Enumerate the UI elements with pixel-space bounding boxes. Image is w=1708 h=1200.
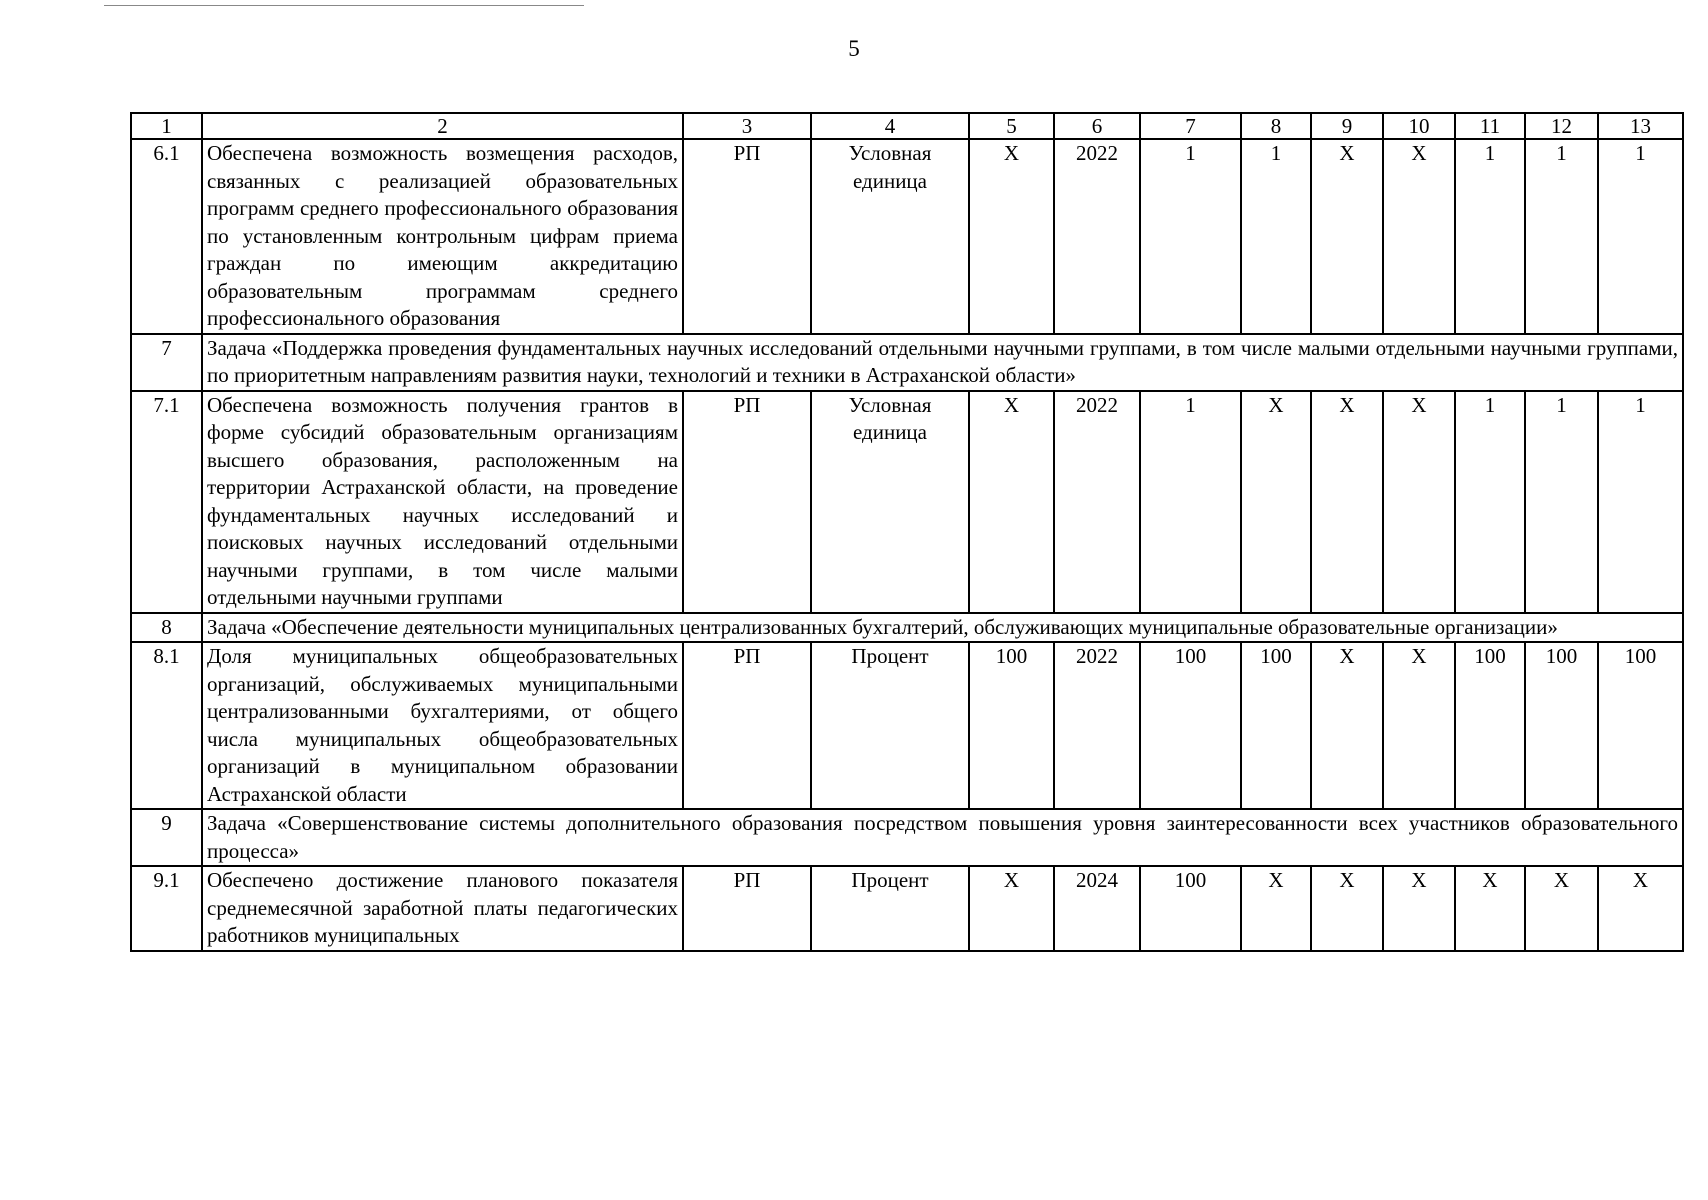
cell-col10: X: [1383, 139, 1455, 334]
header-cell: 10: [1383, 113, 1455, 139]
cell-col11: 100: [1455, 642, 1525, 809]
cell-col11: 1: [1455, 391, 1525, 613]
row-number: 8.1: [131, 642, 202, 809]
header-cell: 1: [131, 113, 202, 139]
cell-col9: X: [1311, 642, 1383, 809]
cell-col10: X: [1383, 391, 1455, 613]
header-cell: 6: [1054, 113, 1140, 139]
header-cell: 11: [1455, 113, 1525, 139]
header-cell: 3: [683, 113, 811, 139]
indicator-name: Обеспечена возможность получения грантов в форме субсидий образовательным организациям высшего образования, расположенным на территории Астраханской области, на проведение фундаментальных научных исследований и поисковых научных исследований отдельными научными группами, в том числе малыми отдельными научными группами: [202, 391, 683, 613]
header-cell: 12: [1525, 113, 1598, 139]
cell-col12: 1: [1525, 139, 1598, 334]
cell-col12: 100: [1525, 642, 1598, 809]
cell-col6: 2022: [1054, 391, 1140, 613]
cell-col10: X: [1383, 642, 1455, 809]
cell-col5: X: [969, 139, 1054, 334]
cell-col12: X: [1525, 866, 1598, 951]
header-cell: 5: [969, 113, 1054, 139]
header-cell: 8: [1241, 113, 1311, 139]
row-number: 6.1: [131, 139, 202, 334]
cell-col5: X: [969, 866, 1054, 951]
cell-col13: X: [1598, 866, 1683, 951]
header-cell: 4: [811, 113, 969, 139]
cell-col5: X: [969, 391, 1054, 613]
task-row: [131, 809, 1683, 866]
cell-col6: 2022: [1054, 642, 1140, 809]
cell-col13: 1: [1598, 391, 1683, 613]
cell-col9: X: [1311, 866, 1383, 951]
cell-col3: РП: [683, 866, 811, 951]
cell-col8: 100: [1241, 642, 1311, 809]
row-number: 7: [131, 334, 202, 391]
cell-col11: 1: [1455, 139, 1525, 334]
cell-col8: 1: [1241, 139, 1311, 334]
cell-col8: X: [1241, 866, 1311, 951]
page-number: 5: [848, 36, 860, 61]
header-cell: 2: [202, 113, 683, 139]
indicator-name: Обеспечено достижение планового показателя среднемесячной заработной платы педагогических работников муниципальных: [202, 866, 683, 951]
cell-col5: 100: [969, 642, 1054, 809]
header-cell: 9: [1311, 113, 1383, 139]
task-text: Задача «Совершенствование системы дополнительного образования посредством повышения уровня заинтересованности всех участников образовательного процесса»: [202, 809, 1683, 866]
cell-col7: 100: [1140, 866, 1241, 951]
cell-col7: 1: [1140, 139, 1241, 334]
header-row: [131, 113, 1683, 139]
header-cell: 13: [1598, 113, 1683, 139]
cell-col13: 1: [1598, 139, 1683, 334]
cell-col11: X: [1455, 866, 1525, 951]
task-text: Задача «Обеспечение деятельности муниципальных централизованных бухгалтерий, обслуживающих муниципальные образовательные организации»: [202, 613, 1683, 643]
cell-col7: 1: [1140, 391, 1241, 613]
table-row: [131, 642, 1683, 809]
cell-col4: Процент: [811, 642, 969, 809]
cell-col3: РП: [683, 139, 811, 334]
table-row: [131, 139, 1683, 334]
cell-col6: 2024: [1054, 866, 1140, 951]
header-cell: 7: [1140, 113, 1241, 139]
row-number: 9: [131, 809, 202, 866]
cell-col9: X: [1311, 139, 1383, 334]
row-number: 9.1: [131, 866, 202, 951]
row-number: 7.1: [131, 391, 202, 613]
cell-col4: Процент: [811, 866, 969, 951]
row-number: 8: [131, 613, 202, 643]
indicators-table: [130, 112, 1684, 952]
cell-col8: X: [1241, 391, 1311, 613]
table-row: [131, 866, 1683, 951]
indicator-name: Доля муниципальных общеобразовательных организаций, обслуживаемых муниципальными централизованными бухгалтериями, от общего числа муниципальных общеобразовательных организаций в муниципальном образовании Астраханской области: [202, 642, 683, 809]
cell-col13: 100: [1598, 642, 1683, 809]
cell-col6: 2022: [1054, 139, 1140, 334]
task-text: Задача «Поддержка проведения фундаментальных научных исследований отдельными научными группами, в том числе малыми отдельными научными группами, по приоритетным направлениям развития науки, технологий и техники в Астраханской области»: [202, 334, 1683, 391]
cell-col9: X: [1311, 391, 1383, 613]
task-row: [131, 334, 1683, 391]
cell-col4: Условная единица: [811, 391, 969, 613]
indicator-name: Обеспечена возможность возмещения расходов, связанных с реализацией образовательных программ среднего профессионального образования по установленным контрольным цифрам приема граждан по имеющим аккредитацию образовательным программам среднего профессионального образования: [202, 139, 683, 334]
cell-col4: Условная единица: [811, 139, 969, 334]
table-row: [131, 391, 1683, 613]
cell-col12: 1: [1525, 391, 1598, 613]
cell-col7: 100: [1140, 642, 1241, 809]
cell-col10: X: [1383, 866, 1455, 951]
cell-col3: РП: [683, 642, 811, 809]
top-rule: [104, 5, 584, 6]
cell-col3: РП: [683, 391, 811, 613]
task-row: [131, 613, 1683, 643]
